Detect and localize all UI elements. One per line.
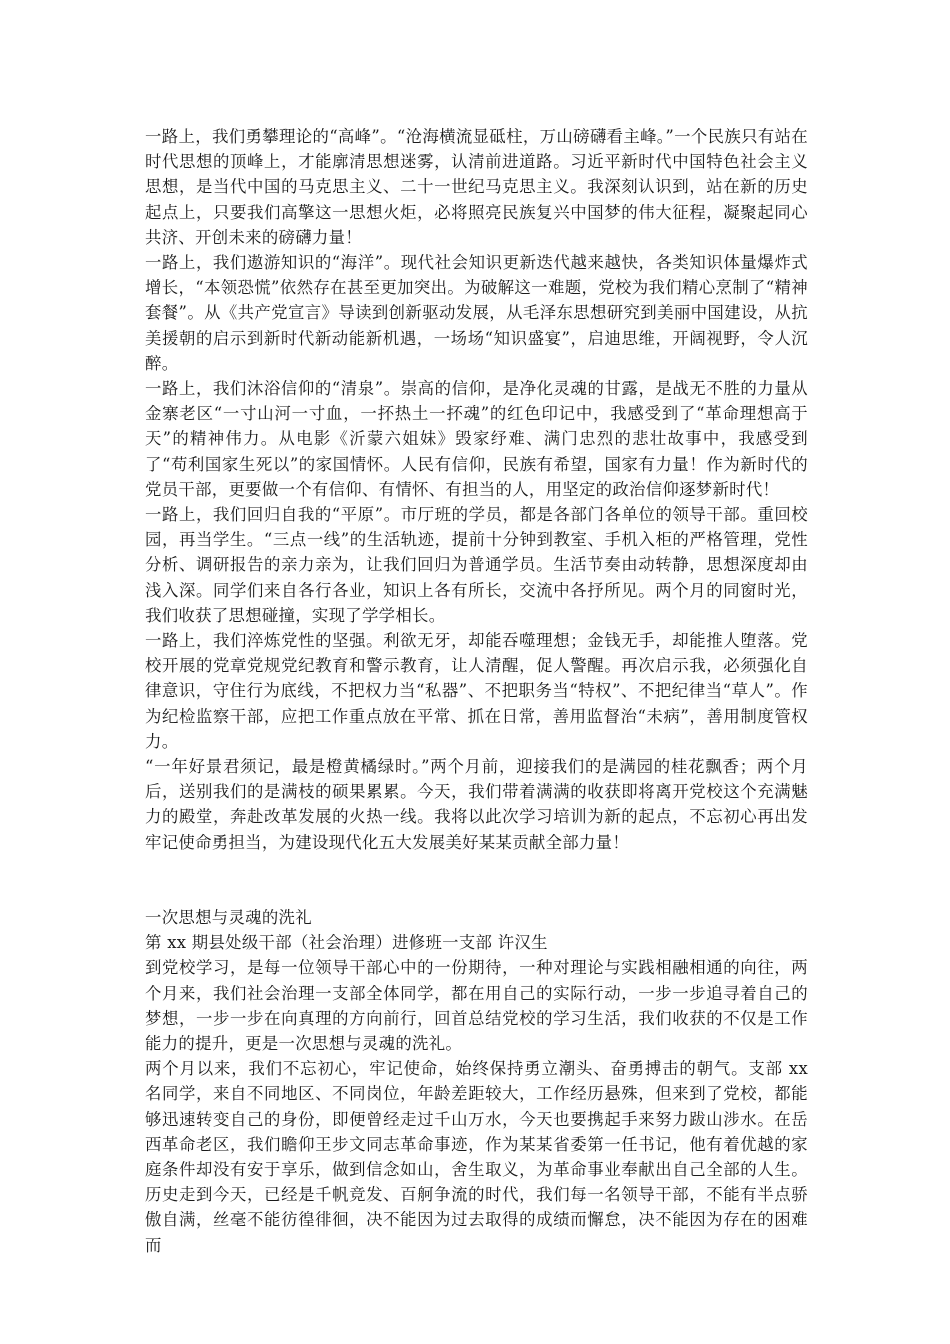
paragraph-faith-spring: 一路上，我们沐浴信仰的“清泉”。崇高的信仰，是净化灵魂的甘露，是战无不胜的力量从金寨老区“一寸山河一寸血，一抔热土一抔魂”的红色印记中，我感受到了“革命理想高于天”的精神伟力。从电影《沂蒙六姐妹》毁家纾难、满门忠烈的悲壮故事中，我感受到了“苟利国家生死以”的家国情怀。人民有信仰，民族有希望，国家有力量！作为新时代的党员干部，更要做一个有信仰、有情怀、有担当的人，用坚定的政治信仰逐梦新时代！: [145, 379, 808, 499]
paragraph-self-plain: 一路上，我们回归自我的“平原”。市厅班的学员，都是各部门各单位的领导干部。重回校园，再当学生。“三点一线”的生活轨迹，提前十分钟到教室、手机入柜的严格管理，党性分析、调研报告的亲力亲为，让我们回归为普通学员。生活节奏由动转静，思想深度却由浅入深。同学们来自各行各业，知识上各有所长，交流中各抒所见。两个月的同窗时光，我们收获了思想碰撞，实现了学学相长。: [145, 505, 808, 625]
paragraph-conclusion: “一年好景君须记，最是橙黄橘绿时。”两个月前，迎接我们的是满园的桂花飘香；两个月后，送别我们的是满枝的硕果累累。今天，我们带着满满的收获即将离开党校这个充满魅力的殿堂，奔赴改革发展的火热一线。我将以此次学习培训为新的起点，不忘初心再出发牢记使命勇担当，为建设现代化五大发展美好某某贡献全部力量！: [145, 757, 808, 852]
document-page: [145, 124, 808, 1258]
article-title: 一次思想与灵魂的洗礼: [145, 907, 312, 927]
paragraph-theory-peak: 一路上，我们勇攀理论的“高峰”。“沧海横流显砥柱，万山磅礴看主峰。”一个民族只有站在时代思想的顶峰上，才能廓清思想迷雾，认清前进道路。习近平新时代中国特色社会主义思想，是当代中国的马克思主义、二十一世纪马克思主义。我深刻认识到，站在新的历史起点上，只要我们高擎这一思想火炬，必将照亮民族复兴中国梦的伟大征程，凝聚起同心共济、开创未来的磅礴力量！: [145, 127, 808, 247]
paragraph-party-spirit: 一路上，我们淬炼党性的坚强。利欲无牙，却能吞噬理想；金钱无手，却能推人堕落。党校开展的党章党规党纪教育和警示教育，让人清醒，促人警醒。再次启示我，必须强化自律意识，守住行为底线，不把权力当“私器”、不把职务当“特权”、不把纪律当“草人”。作为纪检监察干部，应把工作重点放在平常、抓在日常，善用监督治“未病”，善用制度管权力。: [145, 631, 808, 751]
paragraph-intro: 到党校学习，是每一位领导干部心中的一份期待，一种对理论与实践相融相通的向往，两个月来，我们社会治理一支部全体同学，都在用自己的实际行动，一步一步追寻着自己的梦想，一步一步在向真理的方向前行，回首总结党校的学习生活，我们收获的不仅是工作能力的提升，更是一次思想与灵魂的洗礼。: [145, 958, 808, 1053]
section-gap: [145, 855, 808, 905]
paragraph-two-months: 两个月以来，我们不忘初心，牢记使命，始终保持勇立潮头、奋勇搏击的朝气。支部 xx 名同学，来自不同地区、不同岗位，年龄差距较大，工作经历悬殊，但来到了党校，都能够迅速转变自己的身份，即便曾经走过千山万水，今天也要携起手来努力跋山涉水。在岳西革命老区，我们瞻仰王步文同志革命事迹，作为某某省委第一任书记，他有着优越的家庭条件却没有安于享乐，做到信念如山，舍生取义，为革命事业奉献出自己全部的人生。历史走到今天，已经是千帆竞发、百舸争流的时代，我们每一名领导干部，不能有半点骄傲自满，丝毫不能彷徨徘徊，决不能因为过去取得的成绩而懈怠，决不能因为存在的困难而: [145, 1059, 808, 1255]
paragraph-knowledge-ocean: 一路上，我们遨游知识的“海洋”。现代社会知识更新迭代越来越快，各类知识体量爆炸式增长，“本领恐慌”依然存在甚至更加突出。为破解这一难题，党校为我们精心烹制了“精神套餐”。从《共产党宣言》导读到创新驱动发展，从毛泽东思想研究到美丽中国建设，从抗美援朝的启示到新时代新动能新机遇，一场场“知识盛宴”，启迪思维，开阔视野，令人沉醉。: [145, 253, 808, 373]
article-byline: 第 xx 期县处级干部（社会治理）进修班一支部 许汉生: [145, 933, 548, 953]
